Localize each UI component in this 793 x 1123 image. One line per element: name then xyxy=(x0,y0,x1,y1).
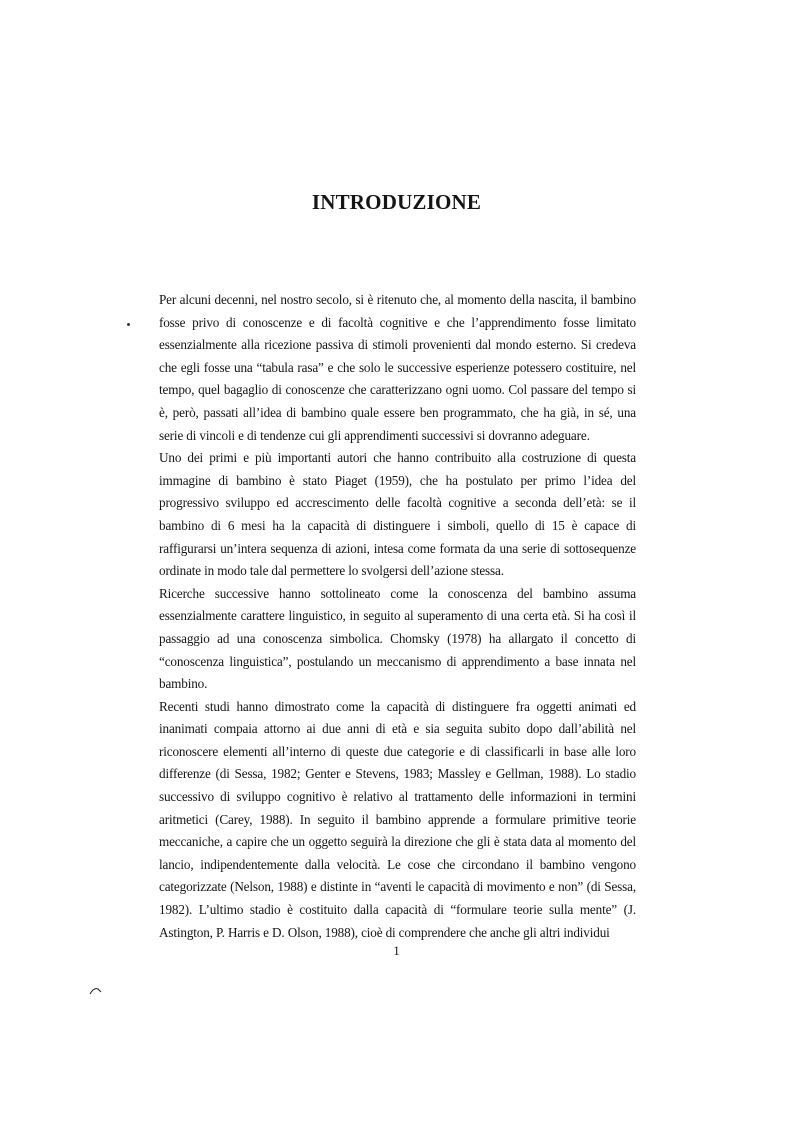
paragraph: Uno dei primi e più importanti autori che hanno contribuito alla costruzione di questa immagine di bambino è stato Piaget (1959), che ha postulato per primo l’idea del progressivo sviluppo ed accrescimento delle facoltà cognitive a seconda dell’età: se il bambino di 6 mesi ha la capacità di distinguere i simboli, quello di 15 è capace di raffigurarsi un’intera sequenza di azioni, intesa come formata da una serie di sottosequenze ordinate in modo tale dal permettere lo svolgersi dell’azione stessa. xyxy=(159,450,636,579)
paragraph: Recenti studi hanno dimostrato come la capacità di distinguere fra oggetti animati ed inanimati compaia attorno ai due anni di età e sia seguita subito dopo dall’abilità nel riconoscere elementi all’interno di queste due categorie e di classificarli in base alle loro differenze (di Sessa, 1982; Genter e Stevens, 1983; Massley e Gellman, 1988). Lo stadio successivo di sviluppo cognitivo è relativo al trattamento delle informazioni in termini aritmetici (Carey, 1988). In seguito il bambino apprende a formulare primitive teorie meccaniche, a capire che un oggetto seguirà la direzione che gli è stata data al momento del lancio, indipendentemente dalla velocità. Le cose che circondano il bambino vengono categorizzate (Nelson, 1988) e distinte in “aventi le capacità di movimento e non” (di Sessa, 1982). L’ultimo stadio è costituito dalla capacità di “formulare teorie sulla mente” (J. Astington, P. Harris e D. Olson, 1988), cioè di comprendere che anche gli altri individui xyxy=(159,698,636,940)
scan-hook-mark xyxy=(89,986,103,996)
page-title: INTRODUZIONE xyxy=(311,190,482,214)
body-text xyxy=(159,289,636,944)
paragraph: Per alcuni decenni, nel nostro secolo, si è ritenuto che, al momento della nascita, il bambino fosse privo di conoscenze e di facoltà cognitive e che l’apprendimento fosse limitato essenzialmente alla ricezione passiva di stimoli provenienti dal mondo esterno. Si credeva che egli fosse una “tabula rasa” e che solo le successive esperienze potessero costituire, nel tempo, quel bagaglio di conoscenze che caratterizzano ogni uomo. Col passare del tempo si è, però, passati all’idea di bambino quale essere ben programmato, che ha già, in sé, una serie di vincoli e di tendenze cui gli apprendimenti successivi si dovranno adeguare. xyxy=(159,292,636,443)
page-number: 1 xyxy=(393,943,400,958)
scan-speck-mark xyxy=(127,323,130,326)
paragraph: Ricerche successive hanno sottolineato come la conoscenza del bambino assuma essenzialmente carattere linguistico, in seguito al superamento di una certa età. Si ha così il passaggio ad una conoscenza simbolica. Chomsky (1978) ha allargato il concetto di “conoscenza linguistica”, postulando un meccanismo di apprendimento a base innata nel bambino. xyxy=(159,585,636,692)
